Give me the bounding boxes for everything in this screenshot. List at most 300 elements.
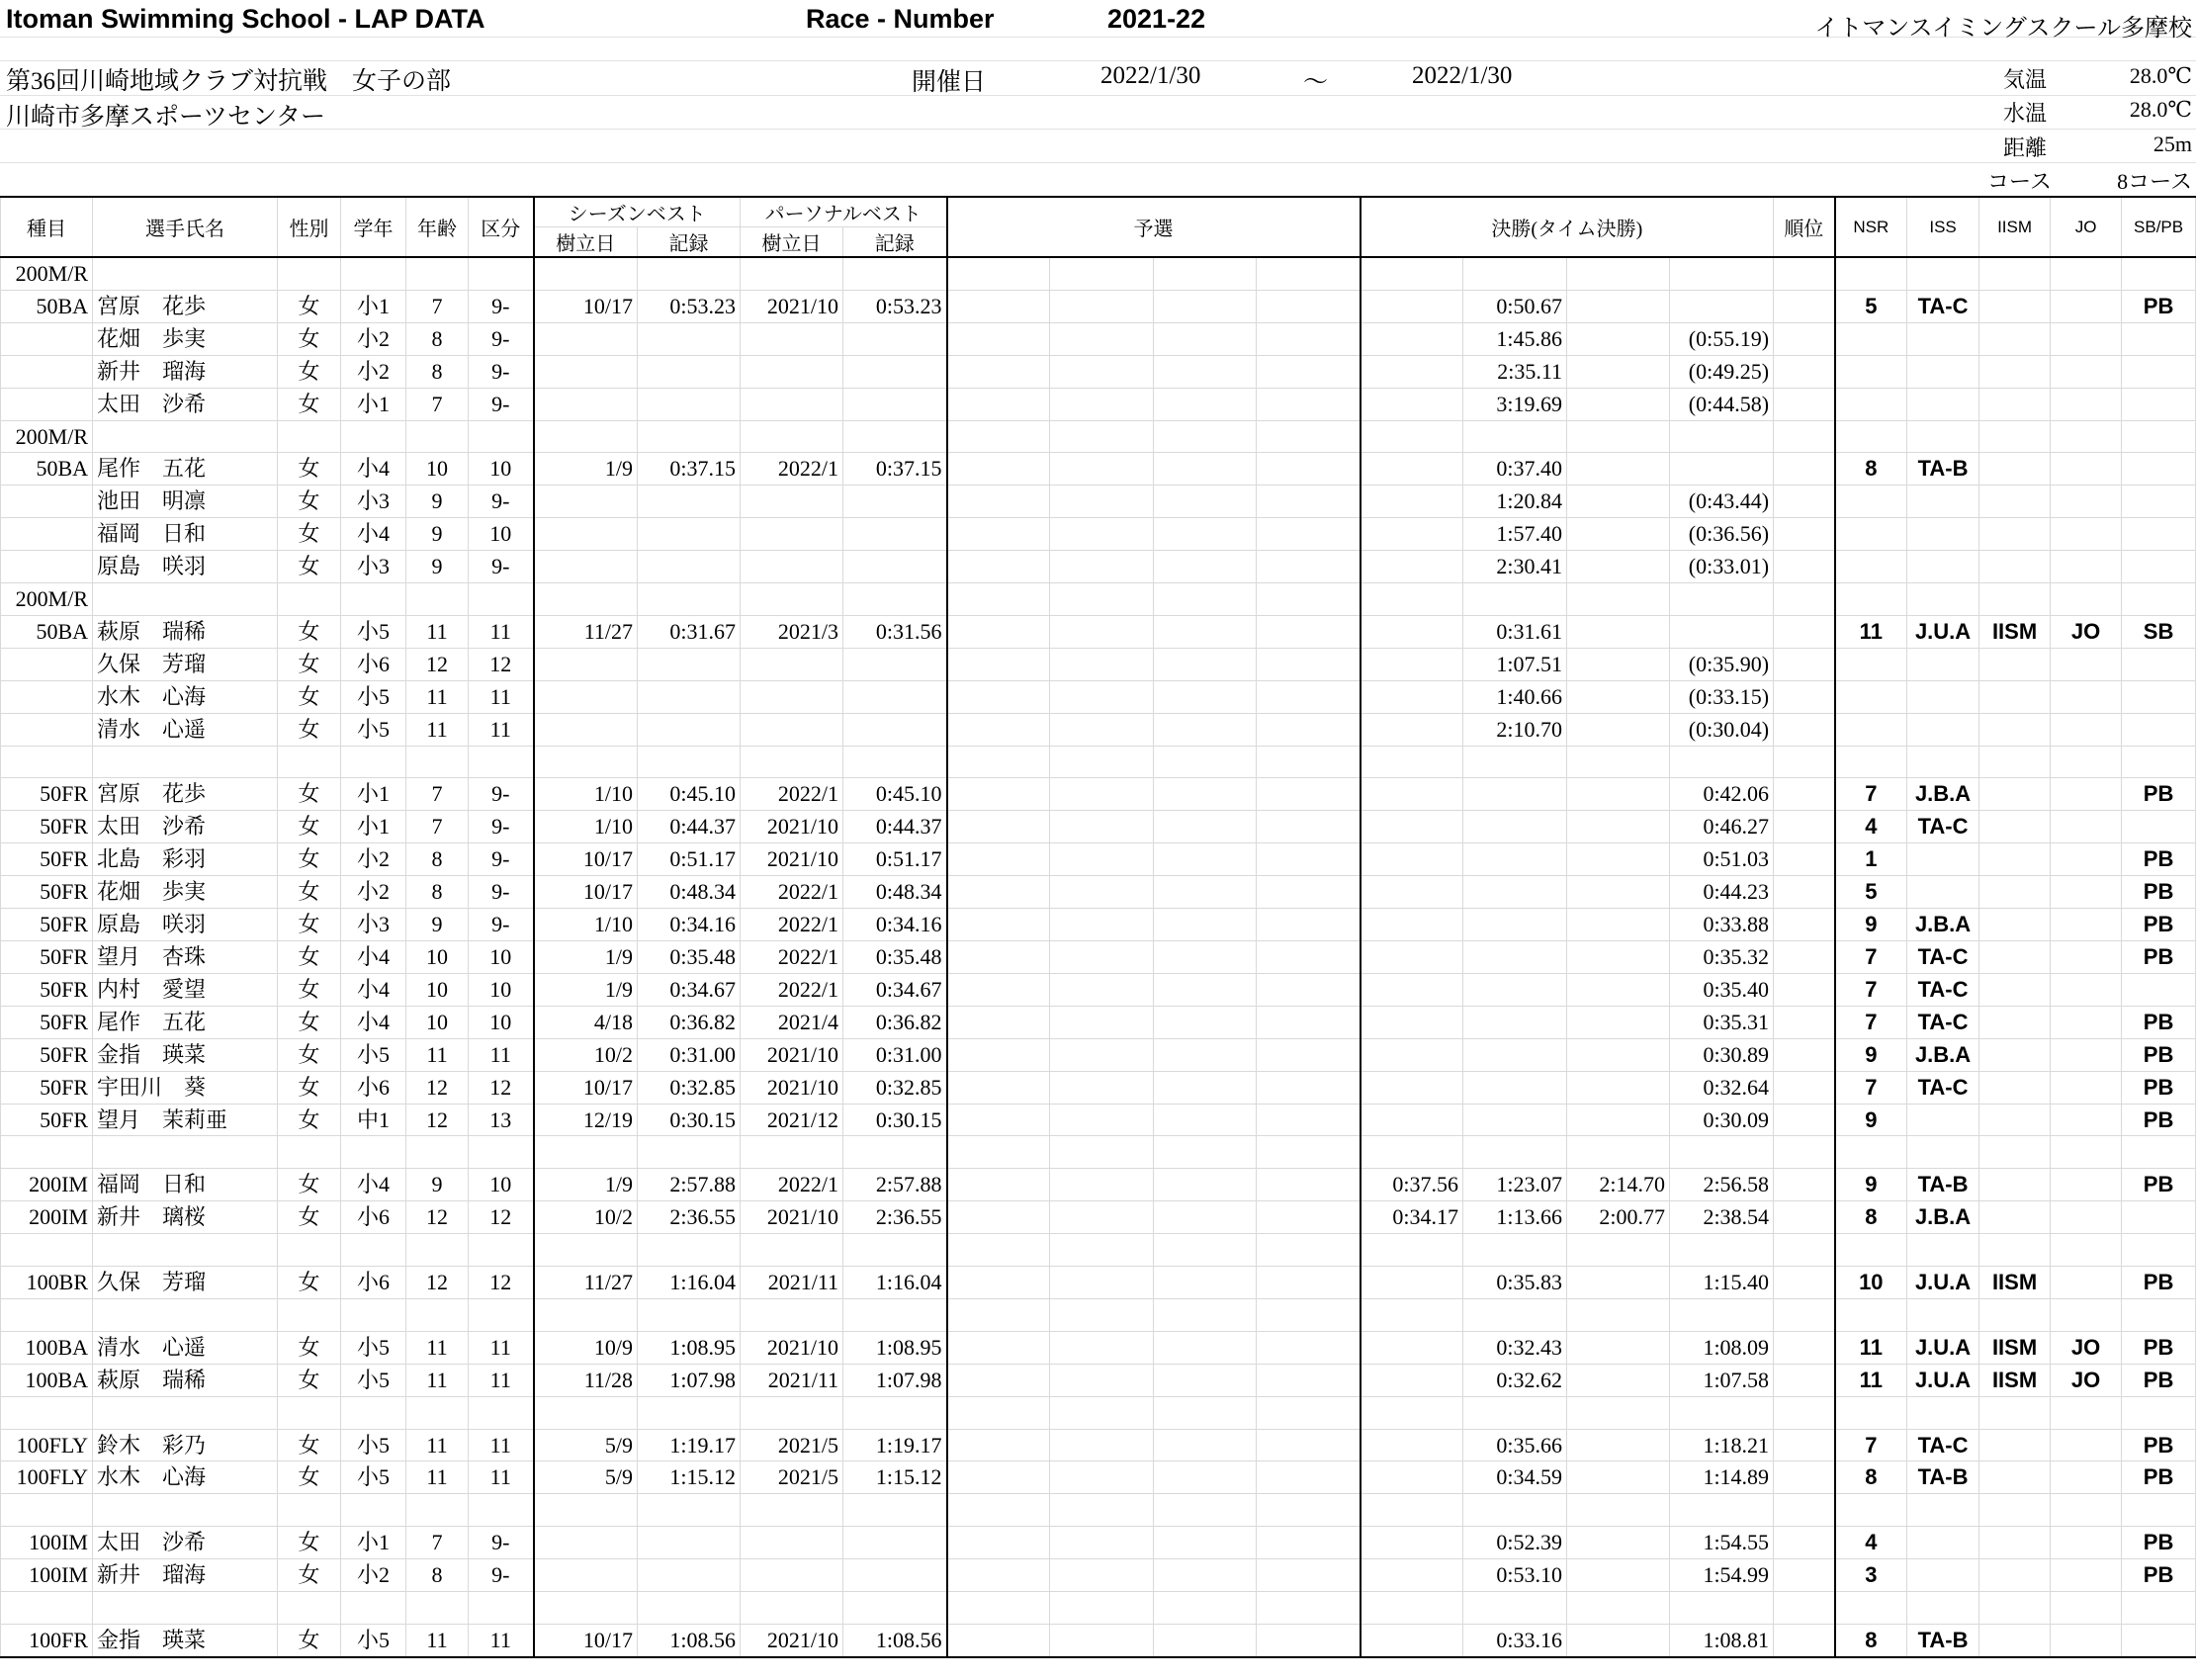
rank-cell [1774, 1298, 1835, 1331]
pb-record-cell [843, 1592, 947, 1625]
iism-cell [1979, 322, 2051, 355]
prelim-split-1 [947, 909, 1050, 941]
prelim-split-3 [1154, 778, 1257, 811]
jo-cell [2051, 1169, 2122, 1201]
final-split-2: 1:23.07 [1463, 1169, 1567, 1201]
sex-cell [278, 1234, 341, 1267]
prelim-split-4 [1257, 1104, 1361, 1136]
final-split-1 [1361, 388, 1463, 420]
final-split-1 [1361, 615, 1463, 648]
sbpb-cell: PB [2122, 1104, 2196, 1136]
final-split-2 [1463, 583, 1567, 616]
sb-record-cell: 0:35.48 [638, 941, 741, 974]
grade-cell: 小3 [341, 909, 406, 941]
age-cell: 12 [406, 1267, 469, 1299]
final-split-3 [1567, 1234, 1670, 1267]
event-cell: 50FR [1, 973, 93, 1006]
event-cell [1, 551, 93, 583]
sbpb-cell: PB [2122, 909, 2196, 941]
sb-date-cell [534, 518, 638, 551]
table-row [1, 746, 2196, 778]
sex-cell: 女 [278, 388, 341, 420]
final-split-4 [1670, 1396, 1774, 1429]
sbpb-cell: PB [2122, 1527, 2196, 1559]
water-temp-label: 水温 [2003, 101, 2048, 126]
prelim-split-2 [1050, 420, 1154, 453]
table-row [1, 518, 2196, 551]
sb-date-cell: 1/10 [534, 811, 638, 843]
sex-cell: 女 [278, 909, 341, 941]
age-cell [406, 583, 469, 616]
iss-cell: TA-C [1907, 290, 1979, 322]
jo-cell [2051, 876, 2122, 909]
sb-record-cell [638, 1494, 741, 1527]
sex-cell [278, 1136, 341, 1169]
division-cell [469, 257, 534, 290]
iss-cell: J.U.A [1907, 1267, 1979, 1299]
table-row [1, 1429, 2196, 1461]
table-row [1, 551, 2196, 583]
iss-cell: J.B.A [1907, 1201, 1979, 1234]
school-name: イトマンスイミングスクール多摩校 [1814, 16, 2192, 42]
division-cell: 10 [469, 1006, 534, 1038]
final-split-4: (0:36.56) [1670, 518, 1774, 551]
final-split-3 [1567, 257, 1670, 290]
sbpb-cell [2122, 713, 2196, 746]
final-split-3 [1567, 518, 1670, 551]
table-row [1, 843, 2196, 876]
sb-record-cell [638, 355, 741, 388]
name-cell [93, 1234, 278, 1267]
sex-cell: 女 [278, 843, 341, 876]
sb-record-cell: 1:19.17 [638, 1429, 741, 1461]
rank-cell [1774, 1234, 1835, 1267]
prelim-split-1 [947, 486, 1050, 518]
rank-cell [1774, 453, 1835, 486]
final-split-4 [1670, 615, 1774, 648]
prelim-split-2 [1050, 778, 1154, 811]
division-cell: 12 [469, 1071, 534, 1104]
prelim-split-4 [1257, 1624, 1361, 1656]
prelim-split-4 [1257, 1429, 1361, 1461]
event-cell: 200IM [1, 1201, 93, 1234]
jo-cell [2051, 648, 2122, 680]
grade-cell: 小1 [341, 388, 406, 420]
sb-date-cell [534, 713, 638, 746]
prelim-split-2 [1050, 909, 1154, 941]
pb-date-cell [741, 746, 843, 778]
name-cell: 北島 彩羽 [93, 843, 278, 876]
sb-date-cell [534, 648, 638, 680]
pb-record-cell [843, 648, 947, 680]
prelim-split-2 [1050, 941, 1154, 974]
table-row [1, 1364, 2196, 1396]
name-cell: 清水 心遥 [93, 713, 278, 746]
pb-record-cell: 0:37.15 [843, 453, 947, 486]
jo-cell [2051, 486, 2122, 518]
division-cell [469, 420, 534, 453]
name-cell: 福岡 日和 [93, 518, 278, 551]
name-cell [93, 1136, 278, 1169]
sb-date-cell: 10/17 [534, 1624, 638, 1656]
iism-cell [1979, 1201, 2051, 1234]
name-cell: 水木 心海 [93, 680, 278, 713]
nsr-cell: 9 [1835, 909, 1907, 941]
age-cell: 9 [406, 518, 469, 551]
pb-record-cell [843, 486, 947, 518]
sbpb-cell: PB [2122, 1364, 2196, 1396]
prelim-split-1 [947, 1624, 1050, 1656]
final-split-4: 1:14.89 [1670, 1461, 1774, 1494]
final-split-4: 1:08.09 [1670, 1331, 1774, 1364]
prelim-split-2 [1050, 1104, 1154, 1136]
prelim-split-2 [1050, 322, 1154, 355]
final-split-4 [1670, 1298, 1774, 1331]
age-cell: 9 [406, 486, 469, 518]
final-split-3 [1567, 583, 1670, 616]
pb-date-cell: 2022/1 [741, 909, 843, 941]
final-split-4: (0:44.58) [1670, 388, 1774, 420]
pb-record-cell [843, 257, 947, 290]
prelim-split-2 [1050, 876, 1154, 909]
prelim-split-2 [1050, 453, 1154, 486]
iss-cell [1907, 518, 1979, 551]
final-split-2: 1:40.66 [1463, 680, 1567, 713]
nsr-cell [1835, 1136, 1907, 1169]
sex-cell: 女 [278, 453, 341, 486]
jo-cell [2051, 1038, 2122, 1071]
prelim-split-2 [1050, 1201, 1154, 1234]
iism-cell: IISM [1979, 1267, 2051, 1299]
iss-cell: TA-C [1907, 1071, 1979, 1104]
prelim-split-3 [1154, 941, 1257, 974]
sb-date-cell: 1/10 [534, 909, 638, 941]
final-split-3 [1567, 1038, 1670, 1071]
final-split-3 [1567, 778, 1670, 811]
name-cell: 原島 咲羽 [93, 551, 278, 583]
event-cell [1, 518, 93, 551]
event-cell: 50FR [1, 843, 93, 876]
final-split-3 [1567, 1104, 1670, 1136]
division-cell: 12 [469, 1201, 534, 1234]
iism-cell [1979, 876, 2051, 909]
grade-cell: 小4 [341, 453, 406, 486]
division-cell: 9- [469, 290, 534, 322]
iss-cell: TA-B [1907, 1169, 1979, 1201]
jo-cell [2051, 1071, 2122, 1104]
jo-cell: JO [2051, 1331, 2122, 1364]
iss-cell [1907, 876, 1979, 909]
prelim-split-2 [1050, 1624, 1154, 1656]
final-split-3 [1567, 615, 1670, 648]
pb-date-cell: 2021/5 [741, 1461, 843, 1494]
sb-date-cell [534, 583, 638, 616]
grade-cell: 小5 [341, 615, 406, 648]
iism-cell [1979, 680, 2051, 713]
iism-cell [1979, 1461, 2051, 1494]
division-cell [469, 1396, 534, 1429]
prelim-split-2 [1050, 1592, 1154, 1625]
prelim-split-4 [1257, 453, 1361, 486]
pb-record-cell: 0:30.15 [843, 1104, 947, 1136]
nsr-cell: 7 [1835, 1071, 1907, 1104]
col-pb-record: 記録 [843, 227, 947, 258]
prelim-split-3 [1154, 1559, 1257, 1592]
col-division: 区分 [469, 197, 534, 257]
final-split-3 [1567, 811, 1670, 843]
rank-cell [1774, 680, 1835, 713]
final-split-1 [1361, 1234, 1463, 1267]
prelim-split-4 [1257, 1494, 1361, 1527]
final-split-1 [1361, 1559, 1463, 1592]
final-split-4: 0:35.31 [1670, 1006, 1774, 1038]
prelim-split-1 [947, 1006, 1050, 1038]
table-row [1, 973, 2196, 1006]
iism-cell [1979, 1527, 2051, 1559]
division-cell: 11 [469, 1364, 534, 1396]
sbpb-cell: PB [2122, 1559, 2196, 1592]
final-split-3 [1567, 1429, 1670, 1461]
final-split-3 [1567, 973, 1670, 1006]
nsr-cell: 7 [1835, 778, 1907, 811]
prelim-split-1 [947, 843, 1050, 876]
age-cell [406, 1234, 469, 1267]
iss-cell [1907, 1559, 1979, 1592]
iism-cell [1979, 1038, 2051, 1071]
iism-cell [1979, 453, 2051, 486]
table-row [1, 1396, 2196, 1429]
nsr-cell [1835, 388, 1907, 420]
prelim-split-1 [947, 615, 1050, 648]
sb-date-cell: 10/17 [534, 1071, 638, 1104]
sbpb-cell: PB [2122, 1169, 2196, 1201]
sbpb-cell [2122, 680, 2196, 713]
jo-cell [2051, 811, 2122, 843]
prelim-split-4 [1257, 1527, 1361, 1559]
final-split-4 [1670, 290, 1774, 322]
pb-record-cell: 2:36.55 [843, 1201, 947, 1234]
iism-cell [1979, 551, 2051, 583]
iism-cell [1979, 1494, 2051, 1527]
name-cell: 宮原 花歩 [93, 290, 278, 322]
age-cell [406, 1494, 469, 1527]
table-row [1, 941, 2196, 974]
sbpb-cell [2122, 1201, 2196, 1234]
sb-date-cell: 5/9 [534, 1461, 638, 1494]
sb-date-cell: 10/2 [534, 1038, 638, 1071]
sb-date-cell: 10/17 [534, 876, 638, 909]
prelim-split-1 [947, 1136, 1050, 1169]
table-row [1, 778, 2196, 811]
table-row [1, 713, 2196, 746]
sex-cell: 女 [278, 1006, 341, 1038]
final-split-1: 0:37.56 [1361, 1169, 1463, 1201]
nsr-cell [1835, 420, 1907, 453]
pb-date-cell [741, 388, 843, 420]
final-split-2: 0:35.83 [1463, 1267, 1567, 1299]
event-cell: 50FR [1, 941, 93, 974]
sb-record-cell [638, 1298, 741, 1331]
prelim-split-4 [1257, 322, 1361, 355]
event-cell: 100BA [1, 1364, 93, 1396]
prelim-split-1 [947, 1267, 1050, 1299]
event-cell [1, 713, 93, 746]
prelim-split-3 [1154, 1494, 1257, 1527]
prelim-split-1 [947, 1298, 1050, 1331]
name-cell: 新井 瑠海 [93, 1559, 278, 1592]
jo-cell [2051, 1104, 2122, 1136]
table-row [1, 486, 2196, 518]
final-split-2 [1463, 876, 1567, 909]
sb-date-cell [534, 1234, 638, 1267]
event-cell: 100FR [1, 1624, 93, 1656]
rank-cell [1774, 1331, 1835, 1364]
final-split-3 [1567, 1006, 1670, 1038]
nsr-cell: 5 [1835, 876, 1907, 909]
final-split-1 [1361, 551, 1463, 583]
sb-date-cell [534, 1396, 638, 1429]
nsr-cell [1835, 583, 1907, 616]
prelim-split-3 [1154, 518, 1257, 551]
final-split-2 [1463, 1234, 1567, 1267]
sbpb-cell [2122, 322, 2196, 355]
name-cell: 尾作 五花 [93, 1006, 278, 1038]
prelim-split-4 [1257, 1006, 1361, 1038]
prelim-split-4 [1257, 1038, 1361, 1071]
prelim-split-3 [1154, 713, 1257, 746]
prelim-split-3 [1154, 680, 1257, 713]
final-split-1 [1361, 1071, 1463, 1104]
sex-cell: 女 [278, 973, 341, 1006]
name-cell: 太田 沙希 [93, 1527, 278, 1559]
prelim-split-4 [1257, 551, 1361, 583]
prelim-split-2 [1050, 1461, 1154, 1494]
iss-cell [1907, 1298, 1979, 1331]
sbpb-cell: SB [2122, 615, 2196, 648]
pb-date-cell: 2022/1 [741, 876, 843, 909]
jo-cell [2051, 909, 2122, 941]
prelim-split-2 [1050, 1071, 1154, 1104]
grade-cell [341, 257, 406, 290]
age-cell: 7 [406, 778, 469, 811]
prelim-split-3 [1154, 1104, 1257, 1136]
rank-cell [1774, 941, 1835, 974]
iss-cell: J.B.A [1907, 909, 1979, 941]
prelim-split-1 [947, 1071, 1050, 1104]
prelim-split-3 [1154, 551, 1257, 583]
prelim-split-1 [947, 876, 1050, 909]
final-split-2: 2:30.41 [1463, 551, 1567, 583]
event-cell [1, 1298, 93, 1331]
pb-date-cell [741, 1234, 843, 1267]
pb-record-cell: 0:35.48 [843, 941, 947, 974]
grade-cell [341, 1298, 406, 1331]
col-season-best: シーズンベスト [534, 197, 741, 227]
pb-record-cell [843, 551, 947, 583]
sb-date-cell: 10/17 [534, 843, 638, 876]
pb-date-cell: 2021/10 [741, 1071, 843, 1104]
iism-cell [1979, 1592, 2051, 1625]
division-cell: 9- [469, 322, 534, 355]
grade-cell: 小6 [341, 1201, 406, 1234]
sex-cell: 女 [278, 615, 341, 648]
event-cell: 50FR [1, 1104, 93, 1136]
jo-cell [2051, 1136, 2122, 1169]
sbpb-cell: PB [2122, 876, 2196, 909]
age-cell: 11 [406, 1624, 469, 1656]
jo-cell [2051, 973, 2122, 1006]
prelim-split-3 [1154, 322, 1257, 355]
grade-cell: 小5 [341, 680, 406, 713]
grade-cell: 小2 [341, 322, 406, 355]
prelim-split-3 [1154, 1267, 1257, 1299]
pb-date-cell: 2022/1 [741, 973, 843, 1006]
iss-cell [1907, 680, 1979, 713]
iss-cell: J.U.A [1907, 615, 1979, 648]
pb-date-cell: 2021/10 [741, 290, 843, 322]
nsr-cell: 8 [1835, 1461, 1907, 1494]
sex-cell: 女 [278, 1267, 341, 1299]
prelim-split-3 [1154, 746, 1257, 778]
prelim-split-3 [1154, 1461, 1257, 1494]
table-row [1, 811, 2196, 843]
sb-record-cell [638, 1136, 741, 1169]
final-split-4 [1670, 257, 1774, 290]
division-cell [469, 1234, 534, 1267]
prelim-split-4 [1257, 1169, 1361, 1201]
sbpb-cell [2122, 420, 2196, 453]
name-cell [93, 1396, 278, 1429]
final-split-1 [1361, 486, 1463, 518]
prelim-split-4 [1257, 1267, 1361, 1299]
pb-record-cell: 0:31.56 [843, 615, 947, 648]
final-split-2 [1463, 778, 1567, 811]
prelim-split-1 [947, 1559, 1050, 1592]
grade-cell: 小5 [341, 1331, 406, 1364]
pb-date-cell [741, 355, 843, 388]
sb-date-cell [534, 486, 638, 518]
nsr-cell [1835, 518, 1907, 551]
sb-record-cell: 0:51.17 [638, 843, 741, 876]
col-sb-date: 樹立日 [534, 227, 638, 258]
final-split-2: 0:35.66 [1463, 1429, 1567, 1461]
final-split-3 [1567, 486, 1670, 518]
event-cell: 100BA [1, 1331, 93, 1364]
pb-date-cell [741, 257, 843, 290]
final-split-3 [1567, 1559, 1670, 1592]
iss-cell [1907, 1396, 1979, 1429]
table-row [1, 1494, 2196, 1527]
sex-cell: 女 [278, 680, 341, 713]
prelim-split-4 [1257, 1461, 1361, 1494]
final-split-4: 0:44.23 [1670, 876, 1774, 909]
nsr-cell: 4 [1835, 1527, 1907, 1559]
prelim-split-3 [1154, 453, 1257, 486]
final-split-4 [1670, 420, 1774, 453]
division-cell [469, 1136, 534, 1169]
name-cell: 望月 茉莉亜 [93, 1104, 278, 1136]
prelim-split-1 [947, 648, 1050, 680]
age-cell: 10 [406, 453, 469, 486]
final-split-4: 1:54.55 [1670, 1527, 1774, 1559]
prelim-split-1 [947, 1331, 1050, 1364]
event-cell: 50FR [1, 909, 93, 941]
iss-cell [1907, 746, 1979, 778]
iism-cell [1979, 941, 2051, 974]
final-split-4 [1670, 1136, 1774, 1169]
jo-cell [2051, 1234, 2122, 1267]
pb-record-cell [843, 1527, 947, 1559]
